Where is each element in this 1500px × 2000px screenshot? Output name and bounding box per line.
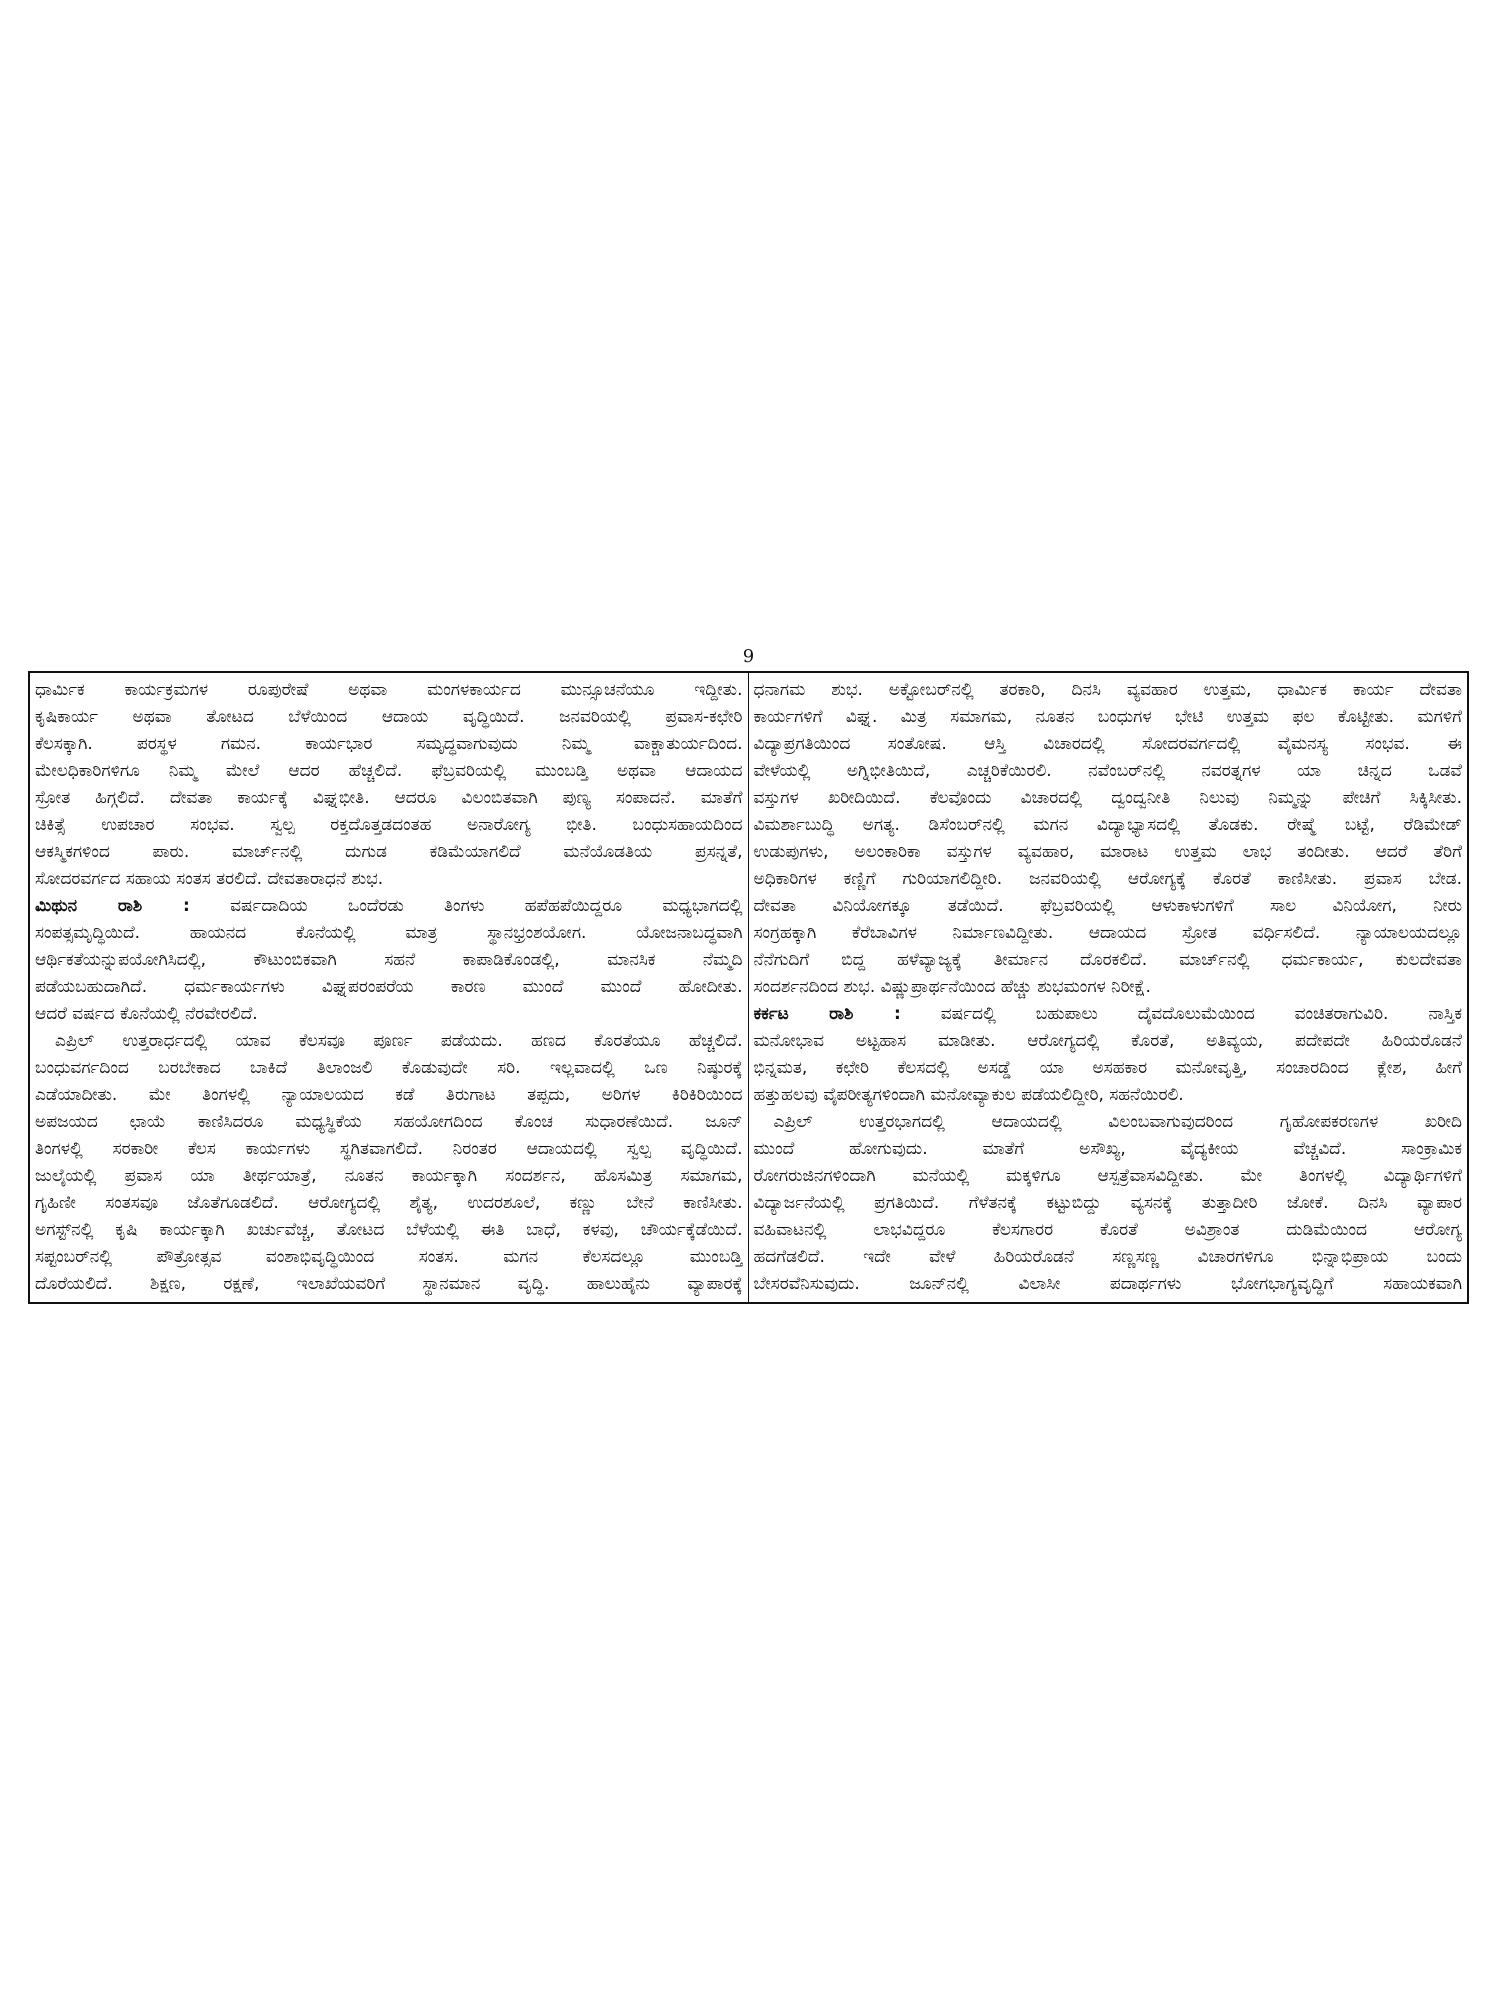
text-line: ಕೆಲಸಕ್ಕಾಗಿ. ಪರಸ್ಥಳ ಗಮನ. ಕಾರ್ಯಭಾರ ಸಮೃದ್ಧವಾಗುವುದು ನಿಮ್ಮ ವಾಕ್ಚಾತುರ್ಯದಿಂದ. (35, 734, 743, 754)
text-line: ಸಂಪತ್ಸಮೃದ್ಧಿಯಿದೆ. ಹಾಯನದ ಕೊನೆಯಲ್ಲಿ ಮಾತ್ರ ಸ್ಥಾನಭ್ರಂಶಯೋಗ. ಯೋಜನಾಬದ್ಧವಾಗಿ (35, 923, 743, 943)
left-column (30, 673, 749, 1302)
text-line: ಅಪಜಯದ ಛಾಯೆ ಕಾಣಿಸಿದರೂ ಮಧ್ಯಸ್ಥಿಕೆಯ ಸಹಯೋಗದಿಂದ ಕೊಂಚ ಸುಧಾರಣೆಯಿದೆ. ಜೂನ್ (35, 1112, 743, 1132)
text-line: ಆಕಸ್ಮಿಕಗಳಿಂದ ಪಾರು. ಮಾರ್ಚ್‌ನಲ್ಲಿ ದುಗುಡ ಕಡಿಮೆಯಾಗಲಿದೆ ಮನೆಯೊಡತಿಯ ಪ್ರಸನ್ನತೆ, (35, 842, 743, 862)
rashi-heading-line (35, 893, 743, 920)
text-line: ಕೃಷಿಕಾರ್ಯ ಅಥವಾ ತೋಟದ ಬೆಳೆಯಿಂದ ಆದಾಯ ವೃದ್ಧಿಯಿದೆ. ಜನವರಿಯಲ್ಲಿ ಪ್ರವಾಸ-ಕಛೇರಿ (35, 707, 743, 727)
text-line: ಭಿನ್ನಮತ, ಕಛೇರಿ ಕೆಲಸದಲ್ಲಿ ಅಸಡ್ಡೆ ಯಾ ಅಸಹಕಾರ ಮನೋವೃತ್ತಿ, ಸಂಚಾರದಿಂದ ಕ್ಲೇಶ, ಹೀಗೆ (753, 1058, 1462, 1078)
text-line: ಧಾರ್ಮಿಕ ಕಾರ್ಯಕ್ರಮಗಳ ರೂಪುರೇಷೆ ಅಥವಾ ಮಂಗಳಕಾರ್ಯದ ಮುನ್ಸೂಚನೆಯೂ ಇದ್ದೀತು. (35, 680, 743, 700)
text-line: ಸಂದರ್ಶನದಿಂದ ಶುಭ. ವಿಷ್ಣುಪ್ರಾರ್ಥನೆಯಿಂದ ಹೆಚ್ಚು ಶುಭಮಂಗಳ ನಿರೀಕ್ಷೆ. (753, 977, 1151, 997)
text-line: ವೇಳೆಯಲ್ಲಿ ಅಗ್ನಿಭೀತಿಯಿದೆ, ಎಚ್ಚರಿಕೆಯಿರಲಿ. ನವೆಂಬರ್‌ನಲ್ಲಿ ನವರತ್ನಗಳ ಯಾ ಚಿನ್ನದ ಒಡವೆ (753, 761, 1462, 781)
page-number: 9 (742, 646, 755, 667)
text-line: ಸ್ರೋತ ಹಿಗ್ಗಲಿದೆ. ದೇವತಾ ಕಾರ್ಯಕ್ಕೆ ವಿಘ್ನಭೀತಿ. ಆದರೂ ವಿಲಂಬಿತವಾಗಿ ಪುಣ್ಯ ಸಂಪಾದನೆ. ಮಾತೆಗೆ (35, 788, 743, 808)
text-line: ಮನೋಭಾವ ಅಟ್ಟಹಾಸ ಮಾಡೀತು. ಆರೋಗ್ಯದಲ್ಲಿ ಕೊರತೆ, ಅತಿವ್ಯಯ, ಪದೇಪದೇ ಹಿರಿಯರೊಡನೆ (753, 1031, 1462, 1051)
text-line: ಆರ್ಥಿಕತೆಯನ್ನುಪಯೋಗಿಸಿದಲ್ಲಿ, ಕೌಟುಂಬಿಕವಾಗಿ ಸಹನೆ ಕಾಪಾಡಿಕೊಂಡಲ್ಲಿ, ಮಾನಸಿಕ ನೆಮ್ಮದಿ (35, 950, 743, 970)
text-line: ರೋಗರುಜಿನಗಳಿಂದಾಗಿ ಮನೆಯಲ್ಲಿ ಮಕ್ಕಳಿಗೂ ಆಸ್ಪತ್ರೆವಾಸವಿದ್ದೀತು. ಮೇ ತಿಂಗಳಲ್ಲಿ ವಿದ್ಯಾರ್ಥಿಗಳಿಗೆ (753, 1166, 1462, 1186)
right-column (749, 673, 1468, 1302)
text-frame (28, 671, 1469, 1304)
text-line: ಎಪ್ರಿಲ್ ಉತ್ತರಾರ್ಧದಲ್ಲಿ ಯಾವ ಕೆಲಸವೂ ಪೂರ್ಣ ಪಡೆಯದು. ಹಣದ ಕೊರತೆಯೂ ಹೆಚ್ಚಲಿದೆ. (55, 1031, 743, 1051)
text-line: ವಿದ್ಯಾಪ್ರಗತಿಯಿಂದ ಸಂತೋಷ. ಆಸ್ತಿ ವಿಚಾರದಲ್ಲಿ ಸೋದರವರ್ಗದಲ್ಲಿ ವೈಮನಸ್ಯ ಸಂಭವ. ಈ (753, 734, 1462, 754)
text-line: ಸಪ್ಟಂಬರ್‌ನಲ್ಲಿ ಪೌತ್ರೋತ್ಸವ ವಂಶಾಭಿವೃದ್ಧಿಯಿಂದ ಸಂತಸ. ಮಗನ ಕೆಲಸದಲ್ಲೂ ಮುಂಬಡ್ತಿ (35, 1247, 743, 1267)
text-line: ಎಪ್ರಿಲ್ ಉತ್ತರಭಾಗದಲ್ಲಿ ಆದಾಯದಲ್ಲಿ ವಿಲಂಬವಾಗುವುದರಿಂದ ಗೃಹೋಪಕರಣಗಳ ಖರೀದಿ (773, 1112, 1462, 1132)
rashi-heading: ಮಿಥುನ ರಾಶಿ : (35, 896, 190, 916)
rashi-heading-text: ವರ್ಷದಲ್ಲಿ ಬಹುಪಾಲು ದೈವದೊಲುಮೆಯಿಂದ ವಂಚಿತರಾಗುವಿರಿ. ನಾಸ್ತಿಕ (940, 1004, 1462, 1024)
text-line: ಪಡೆಯಬಹುದಾಗಿದೆ. ಧರ್ಮಕಾರ್ಯಗಳು ವಿಘ್ನಪರಂಪರೆಯ ಕಾರಣ ಮುಂದೆ ಮುಂದೆ ಹೋದೀತು. (35, 977, 743, 997)
text-line: ಆದರೆ ವರ್ಷದ ಕೊನೆಯಲ್ಲಿ ನೆರವೇರಲಿದೆ. (35, 1004, 258, 1024)
text-line: ತಿಂಗಳಲ್ಲಿ ಸರಕಾರೀ ಕೆಲಸ ಕಾರ್ಯಗಳು ಸ್ಥಗಿತವಾಗಲಿದೆ. ನಿರಂತರ ಆದಾಯದಲ್ಲಿ ಸ್ವಲ್ಪ ವೃದ್ಧಿಯಿದೆ. (35, 1139, 743, 1159)
text-line: ವಹಿವಾಟನಲ್ಲಿ ಲಾಭವಿದ್ದರೂ ಕೆಲಸಗಾರರ ಕೊರತೆ ಅವಿಶ್ರಾಂತ ದುಡಿಮೆಯಿಂದ ಆರೋಗ್ಯ (753, 1220, 1462, 1240)
text-line: ಮುಂದೆ ಹೋಗುವುದು. ಮಾತೆಗೆ ಅಸೌಖ್ಯ, ವೈದ್ಯಕೀಯ ವೆಚ್ಚವಿದೆ. ಸಾಂಕ್ರಾಮಿಕ (753, 1139, 1462, 1159)
rashi-heading-line (754, 1001, 1463, 1028)
text-line: ಎಡೆಯಾದೀತು. ಮೇ ತಿಂಗಳಲ್ಲಿ ನ್ಯಾಯಾಲಯದ ಕಡೆ ತಿರುಗಾಟ ತಪ್ಪದು, ಅರಿಗಳ ಕಿರಿಕಿರಿಯಿಂದ (35, 1085, 743, 1105)
text-line: ವಿದ್ಯಾರ್ಜನೆಯಲ್ಲಿ ಪ್ರಗತಿಯಿದೆ. ಗೆಳೆತನಕ್ಕೆ ಕಟ್ಟುಬಿದ್ದು ವ್ಯಸನಕ್ಕೆ ತುತ್ತಾದೀರಿ ಜೋಕೆ. ದಿನಸಿ ವ್ಯಾಪಾರ (753, 1193, 1462, 1213)
text-line: ಬೇಸರವೆನಿಸುವುದು. ಜೂನ್‌ನಲ್ಲಿ ವಿಲಾಸೀ ಪದಾರ್ಥಗಳು ಭೋಗಭಾಗ್ಯವೃದ್ಧಿಗೆ ಸಹಾಯಕವಾಗಿ (753, 1274, 1462, 1294)
text-line: ಧನಾಗಮ ಶುಭ. ಅಕ್ಟೋಬರ್‌ನಲ್ಲಿ ತರಕಾರಿ, ದಿನಸಿ ವ್ಯವಹಾರ ಉತ್ತಮ, ಧಾರ್ಮಿಕ ಕಾರ್ಯ ದೇವತಾ (753, 680, 1462, 700)
text-line: ಅಧಿಕಾರಿಗಳ ಕಣ್ಣಿಗೆ ಗುರಿಯಾಗಲಿದ್ದೀರಿ. ಜನವರಿಯಲ್ಲಿ ಆರೋಗ್ಯಕ್ಕೆ ಕೊರತೆ ಕಾಣಿಸೀತು. ಪ್ರವಾಸ ಬೇಡ. (753, 869, 1462, 889)
rashi-heading-text: ವರ್ಷದಾದಿಯ ಒಂದೆರಡು ತಿಂಗಳು ಹಪೆಹಪೆಯಿದ್ದರೂ ಮಧ್ಯಭಾಗದಲ್ಲಿ (230, 896, 743, 916)
rashi-heading: ಕರ್ಕಟ ರಾಶಿ : (753, 1004, 901, 1024)
text-line: ಸಂಗ್ರಹಕ್ಕಾಗಿ ಕೆರೆಬಾವಿಗಳ ನಿರ್ಮಾಣವಿದ್ದೀತು. ಆದಾಯದ ಸ್ರೋತ ವರ್ಧಿಸಲಿದೆ. ನ್ಯಾಯಾಲಯದಲ್ಲೂ (753, 923, 1462, 943)
text-line: ಮೇಲಧಿಕಾರಿಗಳಿಗೂ ನಿಮ್ಮ ಮೇಲೆ ಆದರ ಹೆಚ್ಚಲಿದೆ. ಫೆಬ್ರವರಿಯಲ್ಲಿ ಮುಂಬಡ್ತಿ ಅಥವಾ ಆದಾಯದ (35, 761, 743, 781)
text-line: ಉಡುಪುಗಳು, ಅಲಂಕಾರಿಕಾ ವಸ್ತುಗಳ ವ್ಯವಹಾರ, ಮಾರಾಟ ಉತ್ತಮ ಲಾಭ ತಂದೀತು. ಆದರೆ ತೆರಿಗೆ (753, 842, 1462, 862)
text-line: ನೆನೆಗುದಿಗೆ ಬಿದ್ದ ಹಳೆವ್ಯಾಜ್ಯಕ್ಕೆ ತೀರ್ಮಾನ ದೊರಕಲಿದೆ. ಮಾರ್ಚ್‌ನಲ್ಲಿ ಧರ್ಮಕಾರ್ಯ, ಕುಲದೇವತಾ (753, 950, 1462, 970)
text-line: ದೊರೆಯಲಿದೆ. ಶಿಕ್ಷಣ, ರಕ್ಷಣೆ, ಇಲಾಖೆಯವರಿಗೆ ಸ್ಥಾನಮಾನ ವೃದ್ಧಿ. ಹಾಲುಹೈನು ವ್ಯಾಪಾರಕ್ಕೆ (35, 1274, 743, 1294)
text-line: ದೇವತಾ ವಿನಿಯೋಗಕ್ಕೂ ತಡೆಯಿದೆ. ಫೆಬ್ರವರಿಯಲ್ಲಿ ಆಳುಕಾಳುಗಳಿಗೆ ಸಾಲ ವಿನಿಯೋಗ, ನೀರು (753, 896, 1462, 916)
text-line: ಹದಗೆಡಲಿದೆ. ಇದೇ ವೇಳೆ ಹಿರಿಯರೊಡನೆ ಸಣ್ಣಸಣ್ಣ ವಿಚಾರಗಳಿಗೂ ಭಿನ್ನಾಭಿಪ್ರಾಯ ಬಂದು (753, 1247, 1462, 1267)
text-line: ಸೋದರವರ್ಗದ ಸಹಾಯ ಸಂತಸ ತರಲಿದೆ. ದೇವತಾರಾಧನೆ ಶುಭ. (35, 869, 384, 889)
text-line: ಕಾರ್ಯಗಳಿಗೆ ವಿಘ್ನ. ಮಿತ್ರ ಸಮಾಗಮ, ನೂತನ ಬಂಧುಗಳ ಭೇಟಿ ಉತ್ತಮ ಫಲ ಕೊಟ್ಟೀತು. ಮಗಳಿಗೆ (753, 707, 1462, 727)
text-line: ಅಗಸ್ಟ್‌ನಲ್ಲಿ ಕೃಷಿ ಕಾರ್ಯಕ್ಕಾಗಿ ಖರ್ಚುವೆಚ್ಚ, ತೋಟದ ಬೆಳೆಯಲ್ಲಿ ಈತಿ ಬಾಧೆ, ಕಳವು, ಚೌರ್ಯಕ್ಕೆಡೆಯಿದೆ. (35, 1220, 743, 1240)
text-line: ಬಂಧುವರ್ಗದಿಂದ ಬರಬೇಕಾದ ಬಾಕಿದೆ ತಿಲಾಂಜಲಿ ಕೊಡುವುದೇ ಸರಿ. ಇಲ್ಲವಾದಲ್ಲಿ ಒಣ ನಿಷ್ಠುರಕ್ಕೆ (35, 1058, 743, 1078)
text-line: ಚಿಕಿತ್ಸೆ ಉಪಚಾರ ಸಂಭವ. ಸ್ವಲ್ಪ ರಕ್ತದೊತ್ತಡದಂತಹ ಅನಾರೋಗ್ಯ ಭೀತಿ. ಬಂಧುಸಹಾಯದಿಂದ (35, 815, 743, 835)
text-line: ಗೃಹಿಣೀ ಸಂತಸವೂ ಜೊತೆಗೂಡಲಿದೆ. ಆರೋಗ್ಯದಲ್ಲಿ ಶೈತ್ಯ, ಉದರಶೂಲೆ, ಕಣ್ಣು ಬೇನೆ ಕಾಣಿಸೀತು. (35, 1193, 743, 1213)
text-line: ಹತ್ತುಹಲವು ವೈಪರೀತ್ಯಗಳಿಂದಾಗಿ ಮನೋವ್ಯಾಕುಲ ಪಡೆಯಲಿದ್ದೀರಿ, ಸಹನೆಯಿರಲಿ. (753, 1085, 1184, 1105)
text-line: ಜುಲೈಯಲ್ಲಿ ಪ್ರವಾಸ ಯಾ ತೀರ್ಥಯಾತ್ರೆ, ನೂತನ ಕಾರ್ಯಕ್ಕಾಗಿ ಸಂದರ್ಶನ, ಹೊಸಮಿತ್ರ ಸಮಾಗಮ, (35, 1166, 743, 1186)
text-line: ವಿಮರ್ಶಾಬುದ್ಧಿ ಅಗತ್ಯ. ಡಿಸೆಂಬರ್‌ನಲ್ಲಿ ಮಗನ ವಿದ್ಯಾಭ್ಯಾಸದಲ್ಲಿ ತೊಡಕು. ರೇಷ್ಮೆ ಬಟ್ಟೆ, ರೆಡಿಮೇಡ್ (753, 815, 1462, 835)
text-line: ವಸ್ತುಗಳ ಖರೀದಿಯಿದೆ. ಕೆಲವೊಂದು ವಿಚಾರದಲ್ಲಿ ದ್ವಂದ್ವನೀತಿ ನಿಲುವು ನಿಮ್ಮನ್ನು ಪೇಚಿಗೆ ಸಿಕ್ಕಿಸೀತು. (753, 788, 1462, 808)
